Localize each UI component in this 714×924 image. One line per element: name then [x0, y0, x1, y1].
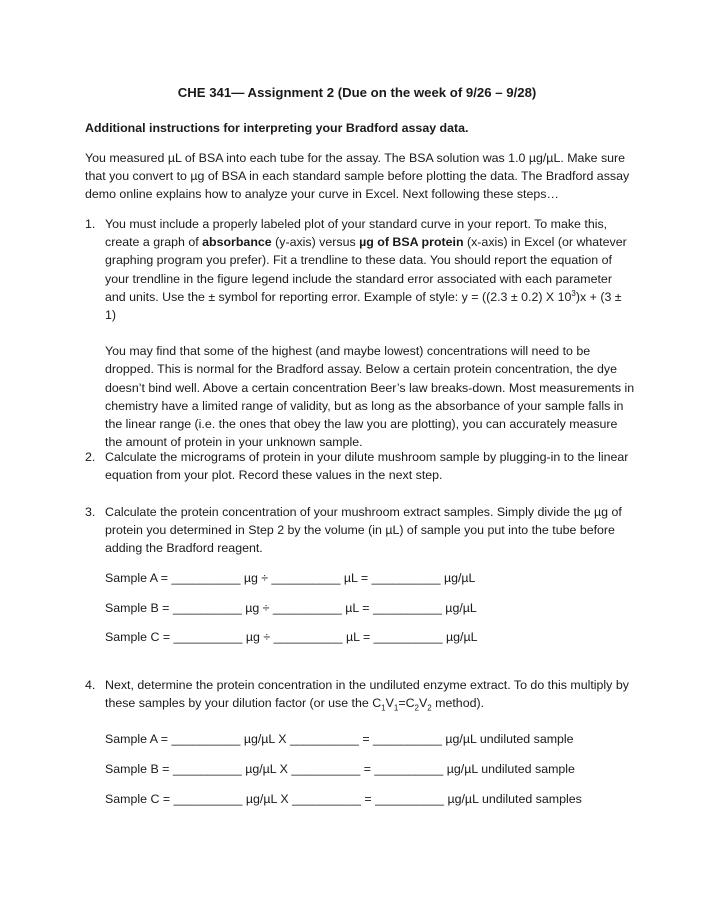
subscript: 2	[414, 703, 419, 713]
text-run: (x-axis) in Excel (or whatever graphing program you prefer). Fit a trendline to these data. You should report the equation of your trendline in the figure legend include the standard error associated with each parameter and units. Use the ± symbol for reporting error. Example of style: y = ((2.3 ± 0.2) X 10	[105, 235, 627, 304]
step-number: 4.	[85, 678, 96, 692]
sample-b-undiluted-line: Sample B = __________ µg/µL X __________ = __________ µg/µL undiluted sample	[105, 762, 575, 776]
step-body	[105, 448, 635, 484]
sample-a-concentration-line: Sample A = __________ µg ÷ __________ µL = __________ µg/µL	[105, 571, 476, 585]
step-3	[85, 503, 635, 558]
text-run: V	[418, 696, 428, 711]
step-2-paragraph: Calculate the micrograms of protein in your dilute mushroom sample by plugging-in to the linear equation from your plot. Record these values in the next step.	[105, 450, 629, 483]
text-run: =C	[398, 696, 415, 711]
step-4	[85, 676, 635, 712]
step-3-paragraph: Calculate the protein concentration of your mushroom extract samples. Simply divide the µg of protein you determined in Step 2 by the volume (in µL) of sample you put into the tube before adding the Bradford reagent.	[105, 505, 622, 556]
bold-term-absorbance: absorbance	[202, 235, 272, 250]
step-number: 3.	[85, 505, 96, 519]
step-number: 2.	[85, 450, 96, 464]
bold-term-bsa: µg of BSA protein	[359, 235, 464, 250]
sample-c-undiluted-line: Sample C = __________ µg/µL X __________ = __________ µg/µL undiluted samples	[105, 792, 582, 806]
text-run: )x + (3 ± 1)	[105, 289, 622, 323]
step-4-paragraph	[105, 676, 635, 712]
subscript: 1	[381, 703, 386, 713]
step-body	[105, 215, 635, 451]
step-1	[85, 215, 635, 451]
step-1-paragraph-1	[105, 215, 635, 324]
sample-a-undiluted-line: Sample A = __________ µg/µL X __________ = __________ µg/µL undiluted sample	[105, 732, 574, 746]
text-run: (y-axis) versus	[271, 235, 360, 250]
superscript: 3	[571, 288, 576, 298]
intro-paragraph: You measured µL of BSA into each tube for the assay. The BSA solution was 1.0 µg/µL. Make sure that you convert to µg of BSA in each standard sample before plotting the data. The Bradford assay demo online explains how to analyze your curve in Excel. Next following these steps…	[85, 151, 630, 202]
step-2	[85, 448, 635, 484]
text-run: You must include a properly labeled plot of your standard curve in your report. To make this, create a graph of	[105, 217, 608, 250]
text-run: V	[385, 696, 394, 711]
sample-b-concentration-line: Sample B = __________ µg ÷ __________ µL = __________ µg/µL	[105, 601, 477, 615]
instructions-subtitle: Additional instructions for interpreting your Bradford assay data.	[85, 121, 469, 135]
step-body	[105, 676, 635, 712]
subscript: 2	[427, 703, 432, 713]
subscript: 1	[393, 703, 399, 713]
text-run: method).	[431, 696, 485, 711]
step-body	[105, 503, 635, 558]
text-run: Next, determine the protein concentration in the undiluted enzyme extract. To do this multiply by these samples by your dilution factor (or use the C	[105, 678, 629, 711]
sample-c-concentration-line: Sample C = __________ µg ÷ __________ µL = __________ µg/µL	[105, 630, 478, 644]
page-title: CHE 341— Assignment 2 (Due on the week of 9/26 – 9/28)	[177, 85, 537, 100]
step-1-paragraph-2: You may find that some of the highest (and maybe lowest) concentrations will need to be dropped. This is normal for the Bradford assay. Below a certain protein concentration, the dye doesn’t bind well. Above a certain concentration Beer’s law breaks-down. Most measurements in chemistry have a limited range of validity, but as long as the absorbance of your sample falls in the linear range (i.e. the ones that obey the law you are plotting), you can accurately measure the amount of protein in your unknown sample.	[105, 344, 635, 450]
step-number: 1.	[85, 217, 96, 231]
